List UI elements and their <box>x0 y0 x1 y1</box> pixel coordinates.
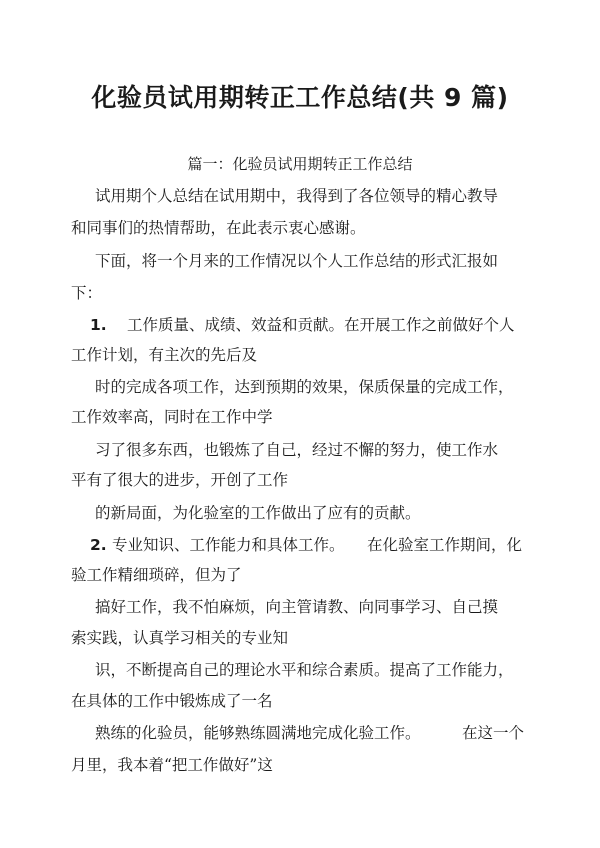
list-number: 1. <box>90 316 107 334</box>
paragraph-line: 和同事们的热情帮助，在此表示衷心感谢。 <box>71 219 366 237</box>
paragraph-line: 验工作精细琐碎，但为了 <box>71 566 242 584</box>
paragraph-line: 识，不断提高自己的理论水平和综合素质。提高了工作能力， <box>95 661 514 679</box>
paragraph-line: 在化验室工作期间，化 <box>367 536 523 554</box>
paragraph-line: 工作计划，有主次的先后及 <box>71 346 258 364</box>
paragraph-line: 下： <box>71 284 103 302</box>
paragraph-line: 在具体的工作中锻炼成了一名 <box>71 692 273 710</box>
paragraph-line: 下面，将一个月来的工作情况以个人工作总结的形式汇报如 <box>95 252 499 270</box>
document-title: 化验员试用期转正工作总结(共 9 篇) <box>91 83 509 112</box>
section-heading: 篇一：化验员试用期转正工作总结 <box>187 155 413 173</box>
paragraph-line: 的新局面，为化验室的工作做出了应有的贡献。 <box>95 504 421 522</box>
paragraph-line: 工作效率高，同时在工作中学 <box>71 408 273 426</box>
paragraph-line: 平有了很大的进步，开创了工作 <box>71 471 289 489</box>
list-number: 2. <box>90 536 107 554</box>
paragraph-line: 索实践，认真学习相关的专业知 <box>71 629 289 647</box>
paragraph-line: 在这一个 <box>462 724 525 742</box>
paragraph-line: 专业知识、工作能力和具体工作。 <box>112 536 345 554</box>
paragraph-line: 习了很多东西，也锻炼了自己，经过不懈的努力，使工作水 <box>95 441 499 459</box>
paragraph-line: 试用期个人总结在试用期中，我得到了各位领导的精心教导 <box>95 187 499 205</box>
paragraph-line: 搞好工作，我不怕麻烦，向主管请教、向同事学习、自己摸 <box>95 598 499 616</box>
paragraph-line: 工作质量、成绩、效益和贡献。在开展工作之前做好个人 <box>127 316 515 334</box>
paragraph-line: 时的完成各项工作，达到预期的效果，保质保量的完成工作， <box>95 378 514 396</box>
paragraph-line: 熟练的化验员，能够熟练圆满地完成化验工作。 <box>95 724 421 742</box>
paragraph-line: 月里，我本着“把工作做好”这 <box>71 756 273 774</box>
